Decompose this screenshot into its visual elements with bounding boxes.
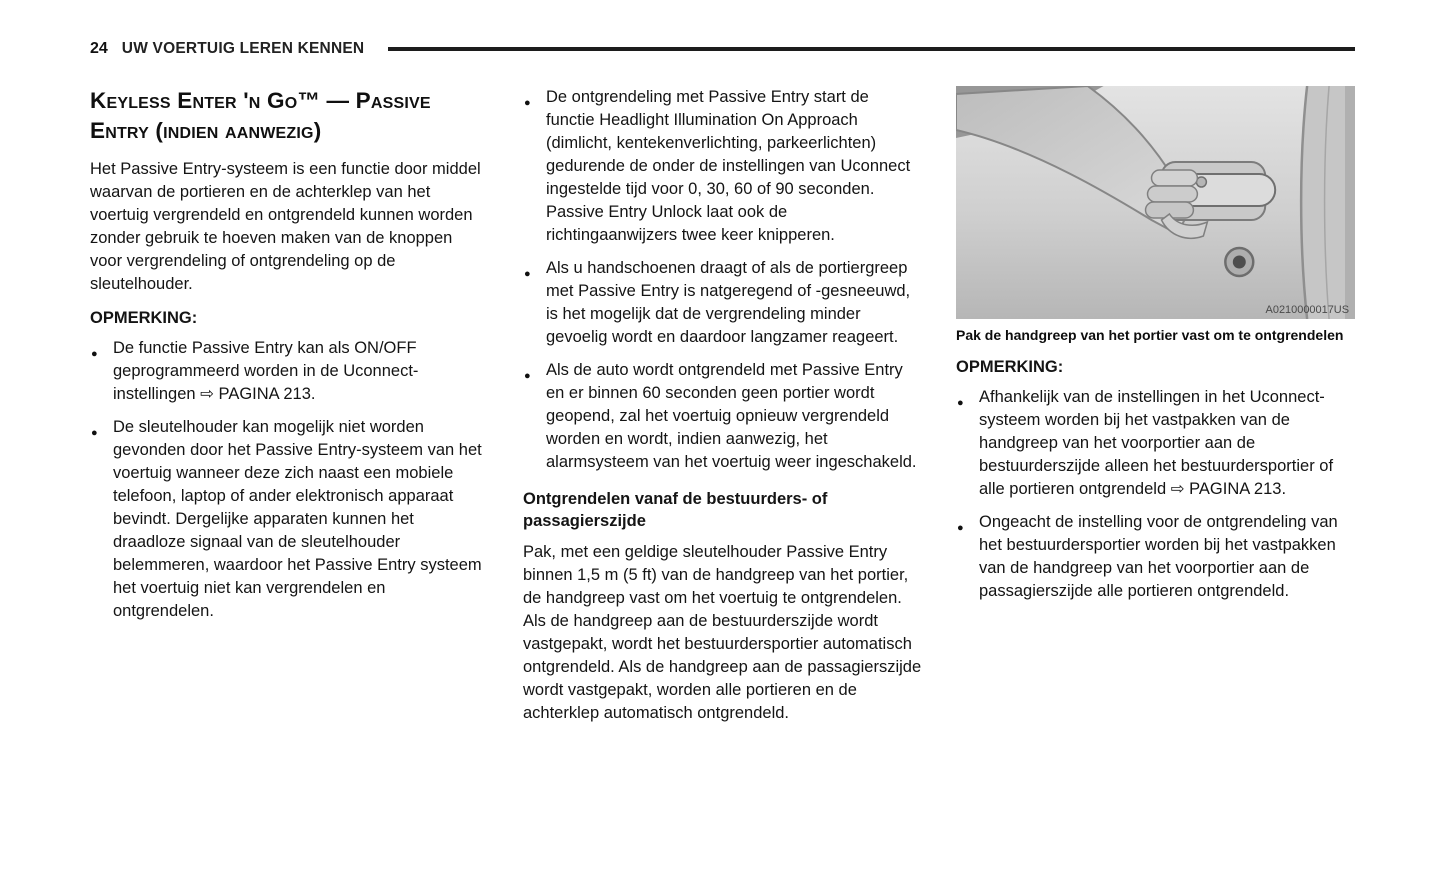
figure-door-handle: [956, 86, 1355, 319]
list-item: [956, 511, 1355, 603]
header-title: UW VOERTUIG LEREN KENNEN: [121, 40, 365, 57]
header-rule: [388, 47, 1355, 51]
door-handle-illustration: [956, 86, 1355, 319]
bullet-icon: ●: [957, 396, 964, 409]
bullet-icon: ●: [957, 521, 964, 534]
bullet-icon: ●: [91, 348, 98, 361]
page-number: 24: [90, 40, 108, 57]
list-item-text: De sleutelhouder kan mogelijk niet worden gevonden door het Passive Entry-systeem van het voertuig wanneer deze zich naast een mobiele telefoon, laptop of ander elektronisch apparaat bevindt. Dergelijke apparaten kunnen het draadloze signaal van de sleutelhouder belemmeren, waardoor het Passive Entry systeem het voertuig niet kan vergrendelen en ontgrendelen.: [113, 418, 482, 621]
list-item: [523, 359, 922, 474]
figure-code: A0210000017US: [1265, 303, 1350, 317]
list-item-text: Als de auto wordt ontgrendeld met Passive Entry en er binnen 60 seconden geen portier wordt geopend, zal het voertuig opnieuw vergrendeld worden en wordt, indien aanwezig, het alarmsysteem van het voertuig weer ingeschakeld.: [546, 361, 917, 471]
bullet-icon: ●: [524, 97, 531, 109]
list-item-text: De ontgrendeling met Passive Entry start de functie Headlight Illumination On Approach (dimlicht, kentekenverlichting, parkeerlichten) gedurende de onder de instellingen van Uconnect ingestelde tijd voor 0, 30, 60 of 90 seconden. Passive Entry Unlock laat ook de richtingaanwijzers twee keer knipperen.: [546, 88, 911, 244]
list-item: [523, 86, 922, 247]
intro-paragraph: Het Passive Entry-systeem is een functie door middel waarvan de portieren en de achterklep van het voertuig vergrendeld en ontgrendeld kunnen worden zonder gebruik te hoeven maken van de knoppen voor vergrendeling of ontgrendeling op de sleutelhouder.: [90, 160, 481, 294]
sub-section-heading: Ontgrendelen vanaf de bestuurders- of passagierszijde: [523, 490, 828, 530]
info-list: [523, 86, 922, 474]
column-middle: [523, 86, 922, 725]
figure-caption: Pak de handgreep van het portier vast om te ontgrendelen: [956, 327, 1344, 343]
bullet-icon: ●: [524, 268, 531, 280]
note-list: [956, 386, 1355, 603]
list-item-text: Als u handschoenen draagt of als de portiergreep met Passive Entry is natgeregend of -gesneeuwd, is het mogelijk dat de vergrendeling minder gevoelig wordt en daardoor langzamer reageert.: [546, 259, 911, 346]
note-label: OPMERKING:: [956, 357, 1064, 376]
list-item-text: Afhankelijk van de instellingen in het Uconnect-systeem worden bij het vastpakken van de handgreep van het voorportier aan de bestuurderszijde alleen het bestuurdersportier of alle portieren ontgrendeld ⇨ PAGINA 213.: [979, 387, 1334, 498]
column-right: [956, 86, 1355, 725]
list-item: [956, 386, 1355, 501]
section-heading: Keyless Enter 'n Go™ — Passive Entry (indien aanwezig): [90, 88, 431, 143]
bullet-icon: ●: [524, 370, 531, 382]
list-item: [90, 416, 489, 623]
list-item: [90, 337, 489, 406]
list-item-text: De functie Passive Entry kan als ON/OFF geprogrammeerd worden in de Uconnect-instellingen ⇨ PAGINA 213.: [113, 339, 419, 404]
page-header: [90, 40, 1355, 58]
bullet-icon: ●: [91, 427, 98, 440]
list-item: [523, 257, 922, 349]
page-content: [90, 86, 1355, 725]
note-label: OPMERKING:: [90, 309, 198, 328]
body-paragraph: Pak, met een geldige sleutelhouder Passive Entry binnen 1,5 m (5 ft) van de handgreep van het portier, de handgreep vast om het voertuig te ontgrendelen. Als de handgreep aan de bestuurderszijde wordt vastgepakt, wordt het bestuurdersportier automatisch ontgrendeld. Als de handgreep aan de passagierszijde wordt vastgepakt, worden alle portieren en de achterklep automatisch ontgrendeld.: [523, 543, 922, 722]
note-list: [90, 337, 489, 623]
column-left: [90, 86, 489, 725]
list-item-text: Ongeacht de instelling voor de ontgrendeling van het bestuurdersportier worden bij het vastpakken van de handgreep van het voorportier aan de passagierszijde alle portieren ontgrendeld.: [979, 512, 1338, 600]
